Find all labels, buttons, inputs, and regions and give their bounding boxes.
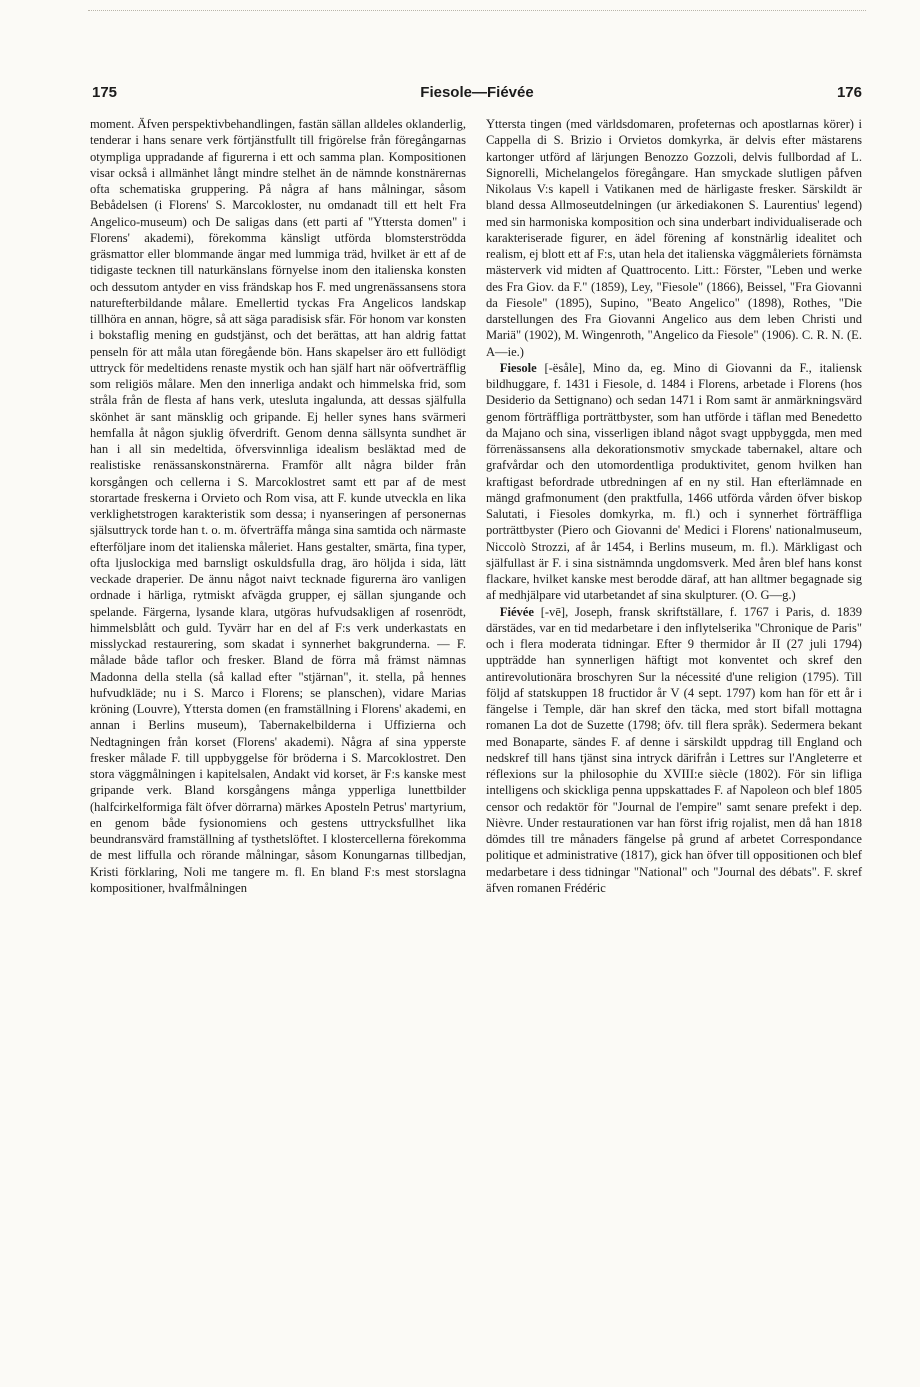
- right-column: [486, 116, 862, 896]
- signature-og: (O. G—g.): [741, 588, 796, 603]
- running-title: Fiesole—Fiévée: [420, 84, 534, 101]
- page-number-left: 175: [92, 84, 118, 101]
- fra-angelico-continued-text: Yttersta tingen (med världsdomaren, profeternas och apostlarnas körer) i Cappella di S. Brizio i Orvietos domkyrka, är delvis efter mästarens kartonger utförd af lärjungen Benozzo Gozzoli, delvis fullbordad af L. Signorelli, Michelangelos föregångare. Han smyckade slutligen påfven Nikolaus V:s kapell i Vatikanen med de härligaste fresker. Särskildt är bland dessa Allmoseutdelningen (ur ärkediakonen S. Laurentius' legend) med sin harmoniska komposition och sina underbart individualiserade och karakteriserade figurer, en ädel förening af konstnärlig idealitet och realism, ej blott ett af F:s, utan hela det italienska väggmåleriets förnämsta mästerverk vid midten af Quattrocento. Litt.: Förster, "Leben und werke des Fra Giov. da F." (1859), Ley, "Fiesole" (1866), Beissel, "Fra Giovanni da Fiesole" (1895), Supino, "Beato Angelico" (1898), Rothes, "Die darstellungen des Fra Giovanni Angelico aus dem leben Christi und Mariä" (1902), M. Wingenroth, "Angelico da Fiesole" (1906).: [486, 117, 862, 343]
- headword-fiesole: Fiesole: [499, 360, 537, 375]
- entry-mino-da-fiesole: [486, 360, 862, 604]
- fra-angelico-text: moment. Äfven perspektivbehandlingen, fastän sällan alldeles oklanderlig, tenderar i hans senare verk förtjänstfullt till frigörelse från föregångarnas otympliga uppradande af figurerna i ett och samma plan. Kompositionen visar också i allmänhet långt mindre stelhet än de nämnde konstnärernas ofta schematiska gruppering. På några af hans målningar, såsom Bebådelsen (i Florens' S. Marcokloster, nu omdanadt till ett helt Fra Angelico-museum) och De saligas dans (ett parti af "Yttersta domen" i Florens' akademi), förekomma känsligt utförda blomsterströdda gräsmattor eller blommande ängar med lummiga träd, hvilket är ett af de tidigaste tecknen till naturkänslans förnyelse inom den italienska konsten och dessutom antyder en viss frändskap hos F. med ungrenässansens stora naturefterbildande målare. Emellertid tyckas Fra Angelicos landskap tillhöra en annan, högre, så att säga paradisisk sfär. För honom var konsten i bokstaflig mening en gudstjänst, och det berättas, att han aldrig fattat penseln för att måla utan föregående bön. Hans skapelser äro ett fullödigt uttryck för medeltidens renaste mystik och han själf hart när oöfverträfflig som religiös målare. Men den innerliga andakt och himmelska frid, som stråla från de flesta af hans verk, utesluta ingalunda, att dessas själfulla skönhet är sant mänsklig och gripande. Ej heller synes hans svärmeri hemfalla åt någon sjuklig öfverdrift. Genom denna sällsynta sundhet är han i all sin medeltida, öfversvinnliga idealism besläktad med de realistiske renässanskonstnärerna. Framför allt några bilder från korsgången och cellerna i S. Marcoklostret samt ett par af de mest storartade freskerna i Orvieto och Rom visa, att F. kunde utveckla en lika verklighetstrogen karakteristik som dessa; i nyanseringen af personernas själsuttryck torde han t. o. m. öfverträffa många sina samtida och närmaste efterföljare inom det italienska måleriet. Hans gestalter, smärta, fina typer, ofta ljuslockiga med barnsligt oskuldsfulla drag, äro höljda i sida, lätt veckade draperier. De ännu något naivt tecknade figurerna äro vanligen ordnade i härliga, rytmiskt afvägda grupper, ej sällan sjungande och spelande. Färgerna, lysande klara, utgöras hufvudsakligen af rosenrödt, himmelsblått och guld. Tyvärr har en del af F:s verk underkastats en misslyckad restaurering, som skadat i synnerhet bakgrunderna. — F. målade både taflor och fresker. Bland de förra må främst nämnas Madonna della stella (så kallad efter "stjärnan", it. stella, på hennes hufvudkläde; nu i S. Marco i Florens; se planschen), vidare Marias kröning (Louvre), Yttersta domen (en framställning i Florens' akademi, en annan i Berlins museum), Tabernakelbilderna i Uffizierna och Nedtagningen från korset (Florens' akademi). Några af sina ypperste fresker målade F. till uppbyggelse för bröderna i S. Marcoklostret. Den stora väggmålningen i kapitelsalen, Andakt vid korset, är F:s kanske mest gripande verk. Bland korsgångens många ypperliga lunettbilder (halfcirkelformiga fält öfver dörrarna) märkes Aposteln Petrus' martyrium, en genom både fysionomiens och gestens uttrycksfullhet lika beundransvärd framställning af tysthetslöftet. I klostercellerna förekomma de mest liffulla och rörande målningar, såsom Konungarnas tillbedjan, Kristi förklaring, Noli me tangere m. fl. En bland F:s mest storslagna kompositioner, hvalfmålningen: [90, 117, 466, 895]
- left-column: [90, 116, 466, 896]
- top-rule: [88, 10, 866, 11]
- entry-mino-text: [-ësåle], Mino da, eg. Mino di Giovanni da F., italiensk bildhuggare, f. 1431 i Fiesole, d. 1484 i Florens, arbetade i Florens (hos Desiderio da Settignano) och sedan 1471 i Rom samt är anmärkningsvärd genom förträffliga porträttbyster, som han utförde i täflan med Benedetto da Majano och sina, visserligen ibland något svagt uppbyggda, men med förrenässansens alla dekorationsmotiv smyckade tabernakel, altare och grafvårdar och den utomordentliga produktivitet, genom hvilken han kraftigast befordrade utbredningen af en ny stil. Han efterlämnade en mängd grafmonument (den praktfulla, 1466 utförda vården öfver biskop Salutati, i Fiesoles domkyrka, m. fl.) och i synnerhet förträffliga porträttbyster (Piero och Giovanni de' Medici i Florens' nationalmuseum, Niccolò Strozzi, af år 1454, i Berlins museum, m. fl.). Märkligast och själfullast är F. i sina sistnämnda ungdomsverk. Med åren blef hans konst flackare, hvilket kanske mest berodde däraf, att han alltmer begagnade sig af medhjälpare vid utarbetandet af sina skulpturer.: [486, 360, 862, 603]
- page-number-right: 176: [836, 84, 862, 101]
- entry-fievee: [486, 604, 862, 897]
- headword-fievee: Fiévée: [499, 604, 534, 619]
- entry-fievee-text: [-vē], Joseph, fransk skriftställare, f. 1767 i Paris, d. 1839 därstädes, var en tid medarbetare i den inflytelserika "Chronique de Paris" och i flera moderata tidningar. Efter 9 thermidor år II (27 juli 1794) uppträdde han synnerligen häftigt mot konventet och skref den antirevolutionära broschyren Sur la nécessité d'une religion (1795). Till följd af statskuppen 18 fructidor år V (4 sept. 1797) kom han för ett år i fängelse i Temple, där han skref den täcka, med stort bifall mottagna romanen La dot de Suzette (1798; öfv. till flera språk). Sedermera bekant med Bonaparte, sändes F. af denne i särskildt uppdrag till England och nedskref till hans tjänst sina intryck därifrån i Lettres sur l'Angleterre et réflexions sur la philosophie du XVIII:e siècle (1802). För sin lifliga intelligens och skickliga penna uppskattades F. af Napoleon och blef 1805 censor och redaktör för "Journal de l'empire" samt senare prefekt i dep. Nièvre. Under restaurationen var han först ifrig rojalist, men då han 1818 dömdes till tre månaders fängelse på grund af arbetet Correspondance politique et administrative (1817), gick han öfver till oppositionen och blef medarbetare i dess tidningar "National" och "Journal des débats". F. skref äfven romanen Frédéric: [486, 604, 862, 895]
- fra-angelico-continued: [486, 116, 862, 360]
- page-header: [92, 84, 862, 106]
- signature-can: C. R. N. (E. A—ie.): [486, 328, 862, 359]
